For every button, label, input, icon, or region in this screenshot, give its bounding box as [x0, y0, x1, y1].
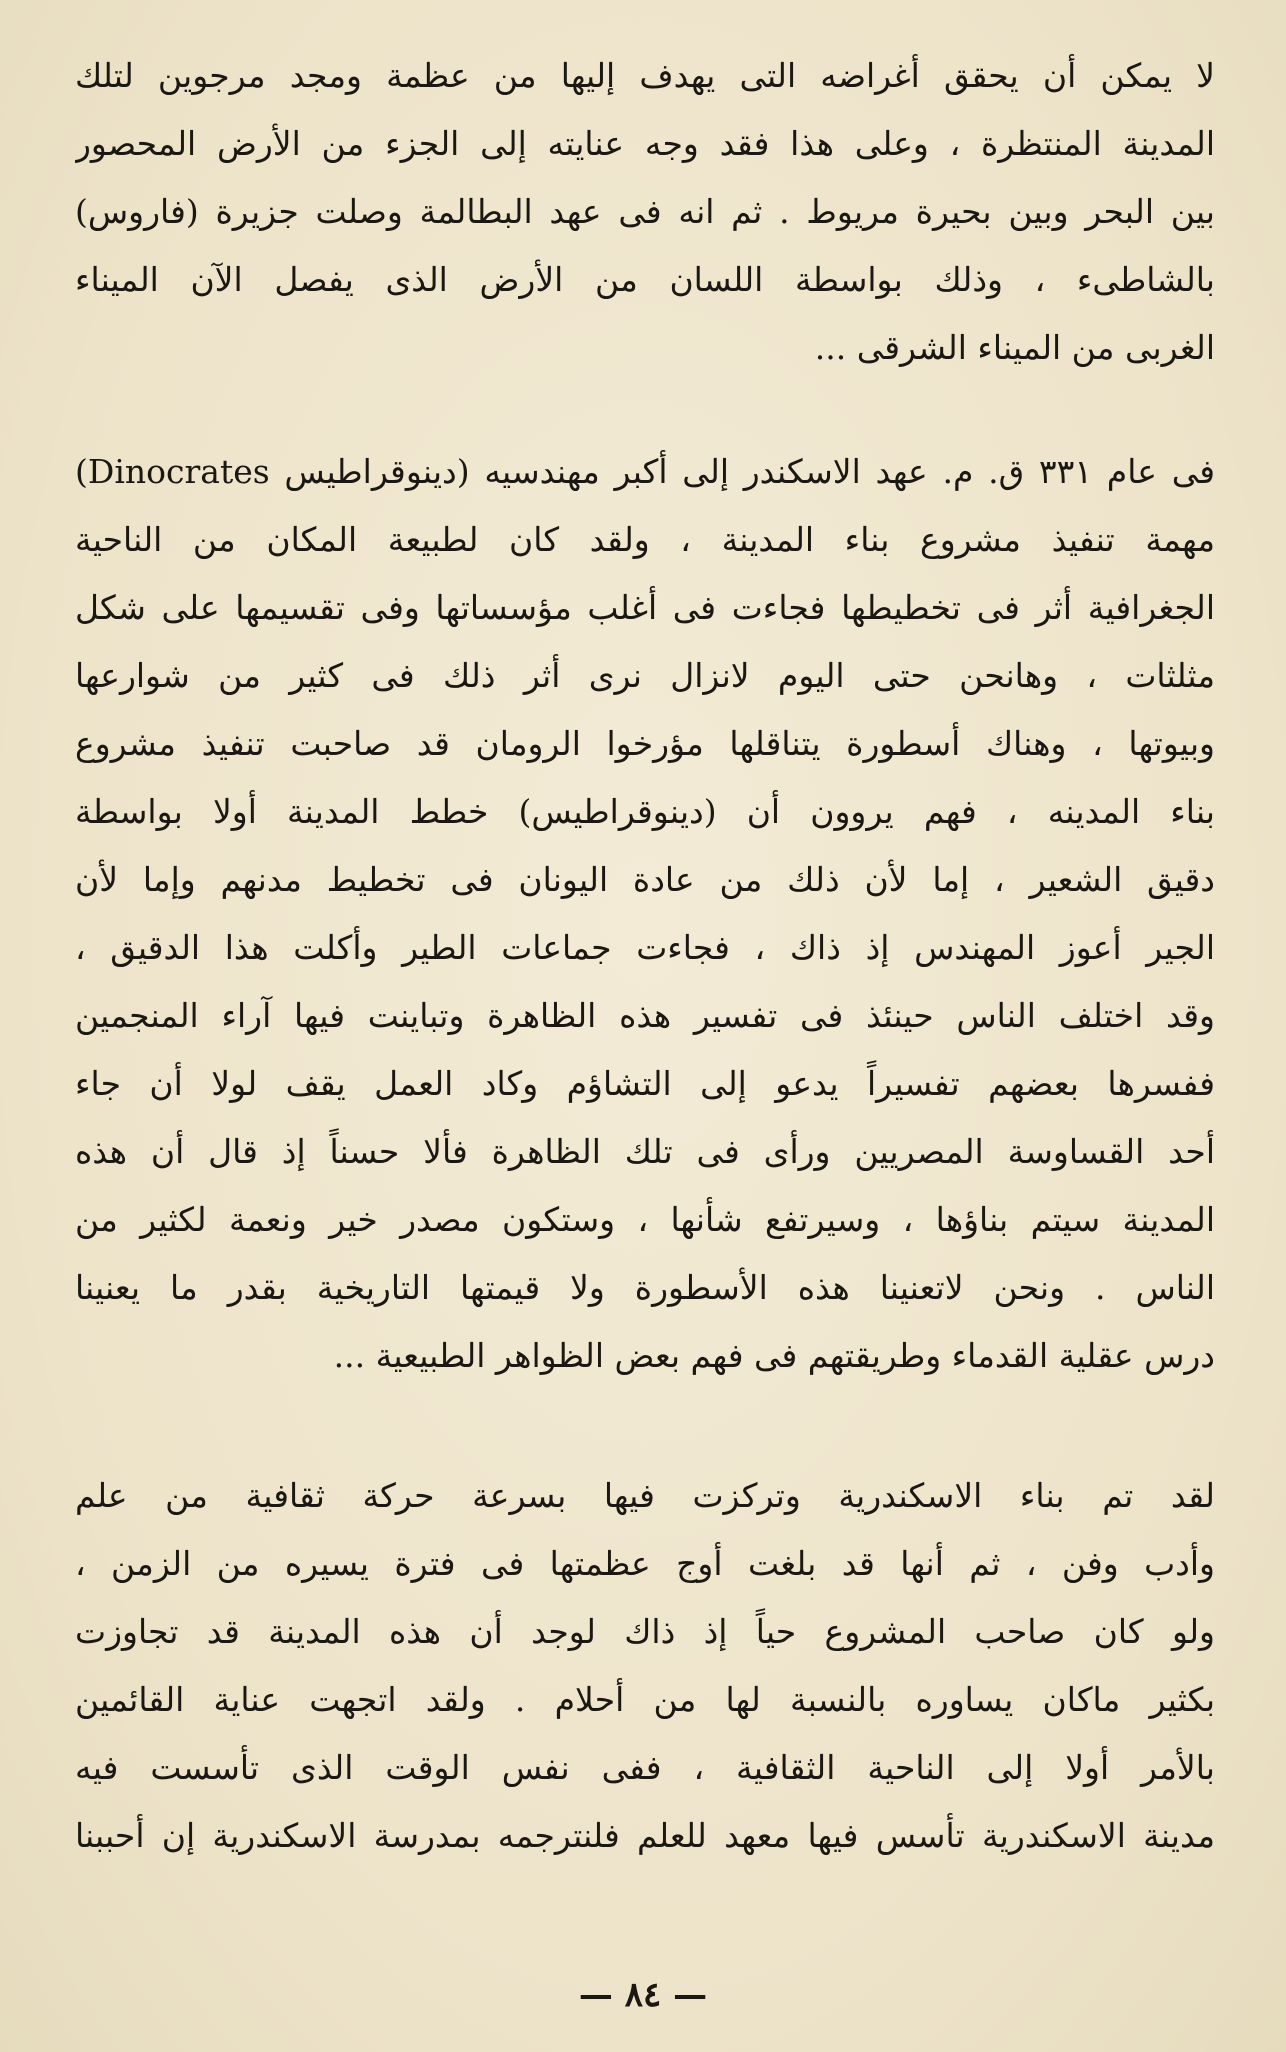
text-line: فى عام ٣٣١ ق. م. عهد الاسكندر إلى أكبر مهندسيه (دينوقراطيس Dinocrates) [75, 452, 1215, 491]
text-line: مدينة الاسكندرية تأسس فيها معهد للعلم فلنترجمه بمدرسة الاسكندرية إن أحببنا [75, 1816, 1215, 1855]
text-line: بالأمر أولا إلى الناحية الثقافية ، ففى نفس الوقت الذى تأسست فيه [75, 1748, 1215, 1787]
text-line: وأدب وفن ، ثم أنها قد بلغت أوج عظمتها فى فترة يسيره من الزمن ، [75, 1544, 1215, 1583]
text-line: وقد اختلف الناس حينئذ فى تفسير هذه الظاهرة وتباينت فيها آراء المنجمين [75, 996, 1215, 1035]
text-line: وبيوتها ، وهناك أسطورة يتناقلها مؤرخوا الرومان قد صاحبت تنفيذ مشروع [75, 724, 1215, 763]
text-line: بالشاطىء ، وذلك بواسطة اللسان من الأرض الذى يفصل الآن الميناء [75, 260, 1215, 299]
page-number: — ٨٤ — [578, 1975, 708, 2015]
paragraph-2 [75, 438, 1215, 1390]
text-line: الجير أعوز المهندس إذ ذاك ، فجاءت جماعات الطير وأكلت هذا الدقيق ، [75, 928, 1215, 967]
text-line: أحد القساوسة المصريين ورأى فى تلك الظاهرة فألا حسناً إذ قال أن هذه [75, 1132, 1215, 1171]
text-line: ولو كان صاحب المشروع حياً إذ ذاك لوجد أن هذه المدينة قد تجاوزت [75, 1612, 1215, 1651]
text-line: بناء المدينه ، فهم يروون أن (دينوقراطيس) خطط المدينة أولا بواسطة [75, 792, 1215, 831]
text-line: درس عقلية القدماء وطريقتهم فى فهم بعض الظواهر الطبيعية ... [333, 1336, 1215, 1375]
text-line: مثلثات ، وهانحن حتى اليوم لانزال نرى أثر ذلك فى كثير من شوارعها [75, 656, 1215, 695]
text-line: المدينة المنتظرة ، وعلى هذا فقد وجه عنايته إلى الجزء من الأرض المحصور [75, 124, 1215, 163]
text-line: بكثير ماكان يساوره بالنسبة لها من أحلام . ولقد اتجهت عناية القائمين [75, 1680, 1215, 1719]
text-line: مهمة تنفيذ مشروع بناء المدينة ، ولقد كان لطبيعة المكان من الناحية [75, 520, 1215, 559]
text-line: ففسرها بعضهم تفسيراً يدعو إلى التشاؤم وكاد العمل يقف لولا أن جاء [75, 1064, 1215, 1103]
text-line: بين البحر وبين بحيرة مريوط . ثم انه فى عهد البطالمة وصلت جزيرة (فاروس) [75, 192, 1215, 231]
text-line: لا يمكن أن يحقق أغراضه التى يهدف إليها من عظمة ومجد مرجوين لتلك [75, 56, 1215, 95]
text-line: الجغرافية أثر فى تخطيطها فجاءت فى أغلب مؤسساتها وفى تقسيمها على شكل [75, 588, 1215, 627]
text-line: لقد تم بناء الاسكندرية وتركزت فيها بسرعة حركة ثقافية من علم [75, 1476, 1215, 1515]
text-line: المدينة سيتم بناؤها ، وسيرتفع شأنها ، وستكون مصدر خير ونعمة لكثير من [75, 1200, 1215, 1239]
text-line: الناس . ونحن لاتعنينا هذه الأسطورة ولا قيمتها التاريخية بقدر ما يعنينا [75, 1268, 1215, 1307]
text-line: الغربى من الميناء الشرقى ... [814, 328, 1215, 367]
paragraph-3 [75, 1462, 1215, 1870]
text-line: دقيق الشعير ، إما لأن ذلك من عادة اليونان فى تخطيط مدنهم وإما لأن [75, 860, 1215, 899]
paragraph-1 [75, 42, 1215, 382]
